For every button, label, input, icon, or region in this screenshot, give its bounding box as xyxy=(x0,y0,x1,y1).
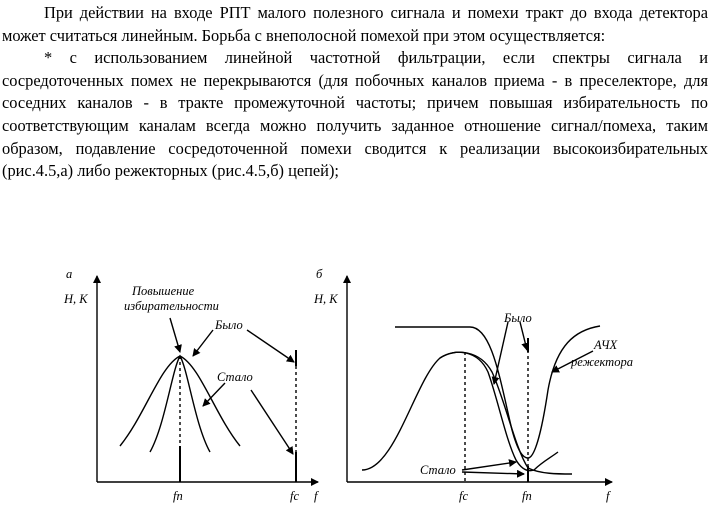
figure-b-arrow-after-2 xyxy=(462,472,524,474)
paragraph-intro: При действии на входе РПТ малого полезного сигнала и помехи тракт до входа детектора может считаться линейным. Борьба с внеполосной помехой при этом осуществляется: xyxy=(2,3,708,45)
figure-a-arrow-title xyxy=(170,318,180,352)
figure-b xyxy=(347,276,612,482)
figure-b-panel-label: б xyxy=(316,267,323,281)
figure-a-arrow-after-fc xyxy=(251,390,293,454)
figure-a-labels xyxy=(63,267,319,503)
figure-b-labels xyxy=(313,267,633,503)
figure-a-tick-fn: fп xyxy=(173,489,183,503)
figure-a-title-line1: Повышение xyxy=(132,284,195,298)
figure-a-title-line2: избирательности xyxy=(124,299,219,313)
paragraph-filtering: * с использованием линейной частотной фильтрации, если спектры сигнала и сосредоточенных помех не перекрываются (для побочных каналов приема - в преселекторе, для соседних каналов - в тракте промежуточной частоты; причем повышая избирательность по соответствующим каналам всегда можно получить заданное отношение сигнал/помеха, таким образом, подавление сосредоточенной помехи сводится к реализации высокоизбирательных (рис.4.5,а) либо режекторных (рис.4.5,б) цепей); xyxy=(2,48,708,181)
figure-b-arrow-before-fn xyxy=(520,322,527,350)
figure-a-y-label: Н, К xyxy=(64,292,88,306)
figure-a-tick-fc: fс xyxy=(290,489,300,503)
figure-a-label-after: Стало xyxy=(217,370,253,384)
figure-b-x-label: f xyxy=(606,489,610,503)
figure-b-tick-fc: fс xyxy=(459,489,469,503)
figure-b-label-afc-line1: АЧХ xyxy=(594,338,618,352)
figure-b-result-curve xyxy=(440,352,558,470)
figure-b-label-after: Стало xyxy=(420,463,456,477)
figure-a-arrow-before-fc xyxy=(247,330,294,362)
figure-b-label-afc-line2: режектора xyxy=(571,355,633,369)
figure-b-signal-curve xyxy=(362,352,572,474)
figure-a-arrow-before-curve xyxy=(193,330,213,356)
figure-b-y-label: Н, К xyxy=(314,292,338,306)
figure-a-arrow-after-curve xyxy=(203,383,225,406)
figure-b-arrow-after-1 xyxy=(462,462,516,470)
figure-a-label-before: Было xyxy=(215,318,243,332)
figure-a-x-label: f xyxy=(314,489,318,503)
figure-b-tick-fn: fп xyxy=(522,489,532,503)
figure-b-label-before: Было xyxy=(504,311,532,325)
figure-b-notch-curve xyxy=(395,326,600,458)
figure-a-panel-label: а xyxy=(66,267,73,281)
figure-b-arrow-before-curve xyxy=(494,322,508,384)
